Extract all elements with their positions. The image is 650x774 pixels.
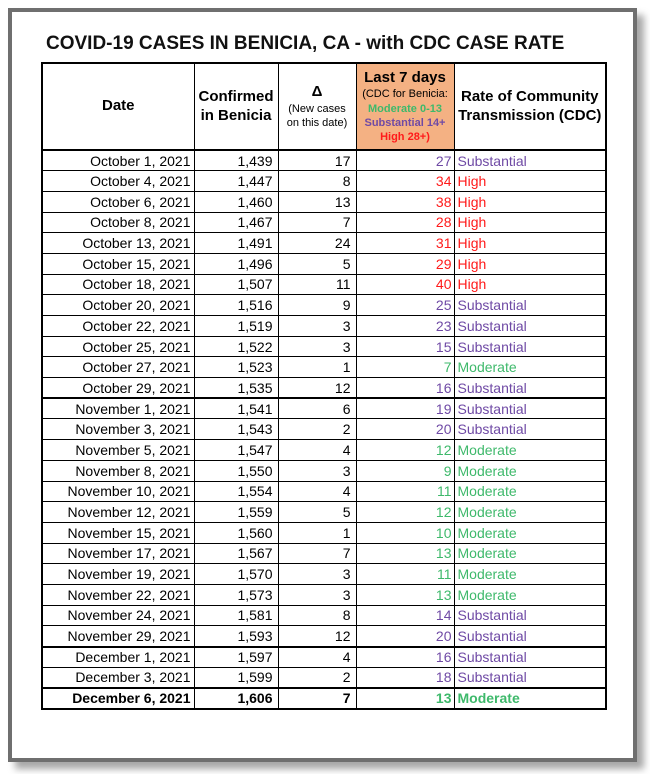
confirmed-cell: 1,543 <box>194 419 278 440</box>
rate-level-cell: Substantial <box>454 667 606 688</box>
new-cases-cell: 4 <box>278 647 356 668</box>
col-header-date <box>42 63 194 150</box>
date-cell: October 20, 2021 <box>42 295 194 316</box>
confirmed-cell: 1,560 <box>194 522 278 543</box>
col-header-rate <box>454 63 606 150</box>
new-cases-cell: 1 <box>278 357 356 378</box>
date-cell: October 6, 2021 <box>42 191 194 212</box>
date-cell: December 3, 2021 <box>42 667 194 688</box>
col-header-last7days <box>356 63 454 150</box>
last7days-cell: 12 <box>356 440 454 461</box>
new-cases-cell: 7 <box>278 212 356 233</box>
date-cell: November 8, 2021 <box>42 460 194 481</box>
confirmed-cell: 1,599 <box>194 667 278 688</box>
rate-level-cell: Moderate <box>454 564 606 585</box>
confirmed-cell: 1,541 <box>194 398 278 419</box>
table-row <box>42 502 606 523</box>
date-cell: December 6, 2021 <box>42 688 194 709</box>
rate-level-cell: Moderate <box>454 481 606 502</box>
confirmed-header-line2: in Benicia <box>200 106 272 124</box>
rate-header-line1: Rate of Community <box>460 87 599 105</box>
date-cell: November 15, 2021 <box>42 522 194 543</box>
confirmed-cell: 1,496 <box>194 253 278 274</box>
last7days-cell: 16 <box>356 647 454 668</box>
rate-level-cell: High <box>454 274 606 295</box>
covid-cases-table <box>41 62 607 710</box>
last7days-cell: 18 <box>356 667 454 688</box>
confirmed-cell: 1,573 <box>194 584 278 605</box>
rate-header-line2: Transmission (CDC) <box>458 106 602 124</box>
new-cases-cell: 12 <box>278 626 356 647</box>
confirmed-cell: 1,460 <box>194 191 278 212</box>
new-cases-cell: 5 <box>278 502 356 523</box>
confirmed-cell: 1,559 <box>194 502 278 523</box>
new-cases-cell: 12 <box>278 378 356 399</box>
last7-subtitle: (CDC for Benicia: <box>362 88 448 101</box>
table-row <box>42 316 606 337</box>
rate-level-cell: Moderate <box>454 584 606 605</box>
table-row <box>42 419 606 440</box>
date-cell: November 24, 2021 <box>42 605 194 626</box>
rate-level-cell: High <box>454 253 606 274</box>
date-cell: October 15, 2021 <box>42 253 194 274</box>
new-cases-cell: 9 <box>278 295 356 316</box>
new-cases-cell: 1 <box>278 522 356 543</box>
new-cases-cell: 24 <box>278 233 356 254</box>
last7days-cell: 25 <box>356 295 454 316</box>
confirmed-cell: 1,519 <box>194 316 278 337</box>
new-cases-cell: 7 <box>278 543 356 564</box>
new-cases-cell: 6 <box>278 398 356 419</box>
last7days-cell: 10 <box>356 522 454 543</box>
new-cases-cell: 11 <box>278 274 356 295</box>
new-cases-cell: 7 <box>278 688 356 709</box>
rate-level-cell: Substantial <box>454 605 606 626</box>
rate-level-cell: Moderate <box>454 543 606 564</box>
date-cell: November 3, 2021 <box>42 419 194 440</box>
last7days-cell: 11 <box>356 564 454 585</box>
last7days-cell: 19 <box>356 398 454 419</box>
date-cell: October 4, 2021 <box>42 171 194 192</box>
legend-moderate: Moderate 0-13 <box>368 102 442 115</box>
legend-high: High 28+) <box>380 131 430 144</box>
last7days-cell: 13 <box>356 688 454 709</box>
rate-level-cell: Moderate <box>454 522 606 543</box>
confirmed-header-line1: Confirmed <box>198 87 274 105</box>
delta-note-line1: (New cases <box>288 102 346 115</box>
new-cases-cell: 4 <box>278 440 356 461</box>
last7days-cell: 34 <box>356 171 454 192</box>
last7days-cell: 9 <box>356 460 454 481</box>
rate-level-cell: High <box>454 171 606 192</box>
date-cell: October 22, 2021 <box>42 316 194 337</box>
new-cases-cell: 2 <box>278 667 356 688</box>
table-row <box>42 274 606 295</box>
new-cases-cell: 3 <box>278 564 356 585</box>
last7days-cell: 20 <box>356 626 454 647</box>
table-row <box>42 295 606 316</box>
rate-level-cell: High <box>454 212 606 233</box>
new-cases-cell: 3 <box>278 336 356 357</box>
rate-level-cell: Moderate <box>454 460 606 481</box>
new-cases-cell: 3 <box>278 316 356 337</box>
rate-level-cell: Moderate <box>454 502 606 523</box>
last7days-cell: 38 <box>356 191 454 212</box>
delta-note-line2: on this date) <box>286 116 348 129</box>
last7days-cell: 12 <box>356 502 454 523</box>
last7days-cell: 16 <box>356 378 454 399</box>
confirmed-cell: 1,467 <box>194 212 278 233</box>
confirmed-cell: 1,522 <box>194 336 278 357</box>
rate-level-cell: Substantial <box>454 336 606 357</box>
table-row <box>42 336 606 357</box>
table-row <box>42 522 606 543</box>
table-row <box>42 647 606 668</box>
rate-level-cell: Substantial <box>454 316 606 337</box>
table-row <box>42 626 606 647</box>
last7days-cell: 40 <box>356 274 454 295</box>
table-row <box>42 543 606 564</box>
table-row <box>42 212 606 233</box>
date-cell: October 29, 2021 <box>42 378 194 399</box>
confirmed-cell: 1,593 <box>194 626 278 647</box>
confirmed-cell: 1,581 <box>194 605 278 626</box>
table-row <box>42 233 606 254</box>
date-cell: November 29, 2021 <box>42 626 194 647</box>
rate-level-cell: High <box>454 191 606 212</box>
col-header-confirmed <box>194 63 278 150</box>
date-cell: November 10, 2021 <box>42 481 194 502</box>
table-row <box>42 481 606 502</box>
delta-symbol: Δ <box>311 82 323 100</box>
new-cases-cell: 3 <box>278 460 356 481</box>
date-cell: November 5, 2021 <box>42 440 194 461</box>
rate-level-cell: Moderate <box>454 357 606 378</box>
rate-level-cell: Moderate <box>454 688 606 709</box>
table-row <box>42 564 606 585</box>
legend-substantial: Substantial 14+ <box>364 116 446 129</box>
last7days-cell: 14 <box>356 605 454 626</box>
date-cell: October 1, 2021 <box>42 150 194 171</box>
confirmed-cell: 1,606 <box>194 688 278 709</box>
table-row <box>42 667 606 688</box>
confirmed-cell: 1,547 <box>194 440 278 461</box>
rate-level-cell: Substantial <box>454 295 606 316</box>
table-row <box>42 357 606 378</box>
table-row <box>42 398 606 419</box>
confirmed-cell: 1,554 <box>194 481 278 502</box>
page-frame <box>8 8 637 762</box>
table-row <box>42 191 606 212</box>
new-cases-cell: 5 <box>278 253 356 274</box>
last7days-cell: 27 <box>356 150 454 171</box>
date-cell: November 19, 2021 <box>42 564 194 585</box>
confirmed-cell: 1,570 <box>194 564 278 585</box>
confirmed-cell: 1,447 <box>194 171 278 192</box>
page-title: COVID-19 CASES IN BENICIA, CA - with CDC CASE RATE <box>46 33 565 54</box>
date-cell: October 18, 2021 <box>42 274 194 295</box>
table-row <box>42 688 606 709</box>
table-row <box>42 171 606 192</box>
last7-title: Last 7 days <box>364 68 446 86</box>
date-cell: November 1, 2021 <box>42 398 194 419</box>
rate-level-cell: Substantial <box>454 150 606 171</box>
confirmed-cell: 1,597 <box>194 647 278 668</box>
confirmed-cell: 1,523 <box>194 357 278 378</box>
confirmed-cell: 1,535 <box>194 378 278 399</box>
new-cases-cell: 2 <box>278 419 356 440</box>
new-cases-cell: 17 <box>278 150 356 171</box>
new-cases-cell: 3 <box>278 584 356 605</box>
rate-level-cell: Substantial <box>454 378 606 399</box>
new-cases-cell: 4 <box>278 481 356 502</box>
last7days-cell: 13 <box>356 584 454 605</box>
last7days-cell: 23 <box>356 316 454 337</box>
last7days-cell: 28 <box>356 212 454 233</box>
table-row <box>42 584 606 605</box>
rate-level-cell: Substantial <box>454 647 606 668</box>
table-row <box>42 460 606 481</box>
rate-level-cell: Substantial <box>454 398 606 419</box>
header-row <box>42 63 606 150</box>
table-row <box>42 440 606 461</box>
date-cell: December 1, 2021 <box>42 647 194 668</box>
date-cell: November 12, 2021 <box>42 502 194 523</box>
date-cell: November 22, 2021 <box>42 584 194 605</box>
date-cell: October 25, 2021 <box>42 336 194 357</box>
new-cases-cell: 8 <box>278 605 356 626</box>
new-cases-cell: 8 <box>278 171 356 192</box>
last7days-cell: 31 <box>356 233 454 254</box>
confirmed-cell: 1,491 <box>194 233 278 254</box>
rate-level-cell: Moderate <box>454 440 606 461</box>
rate-level-cell: Substantial <box>454 626 606 647</box>
last7days-cell: 13 <box>356 543 454 564</box>
confirmed-cell: 1,507 <box>194 274 278 295</box>
last7days-cell: 15 <box>356 336 454 357</box>
col-header-delta <box>278 63 356 150</box>
date-cell: October 8, 2021 <box>42 212 194 233</box>
table-row <box>42 253 606 274</box>
confirmed-cell: 1,550 <box>194 460 278 481</box>
new-cases-cell: 13 <box>278 191 356 212</box>
table-body <box>42 150 606 709</box>
table-row <box>42 605 606 626</box>
rate-level-cell: High <box>454 233 606 254</box>
confirmed-cell: 1,567 <box>194 543 278 564</box>
date-cell: October 27, 2021 <box>42 357 194 378</box>
date-header-label: Date <box>101 97 135 115</box>
confirmed-cell: 1,516 <box>194 295 278 316</box>
rate-level-cell: Substantial <box>454 419 606 440</box>
last7days-cell: 11 <box>356 481 454 502</box>
last7days-cell: 7 <box>356 357 454 378</box>
last7days-cell: 29 <box>356 253 454 274</box>
table-row <box>42 150 606 171</box>
confirmed-cell: 1,439 <box>194 150 278 171</box>
table-row <box>42 378 606 399</box>
date-cell: October 13, 2021 <box>42 233 194 254</box>
last7days-cell: 20 <box>356 419 454 440</box>
date-cell: November 17, 2021 <box>42 543 194 564</box>
